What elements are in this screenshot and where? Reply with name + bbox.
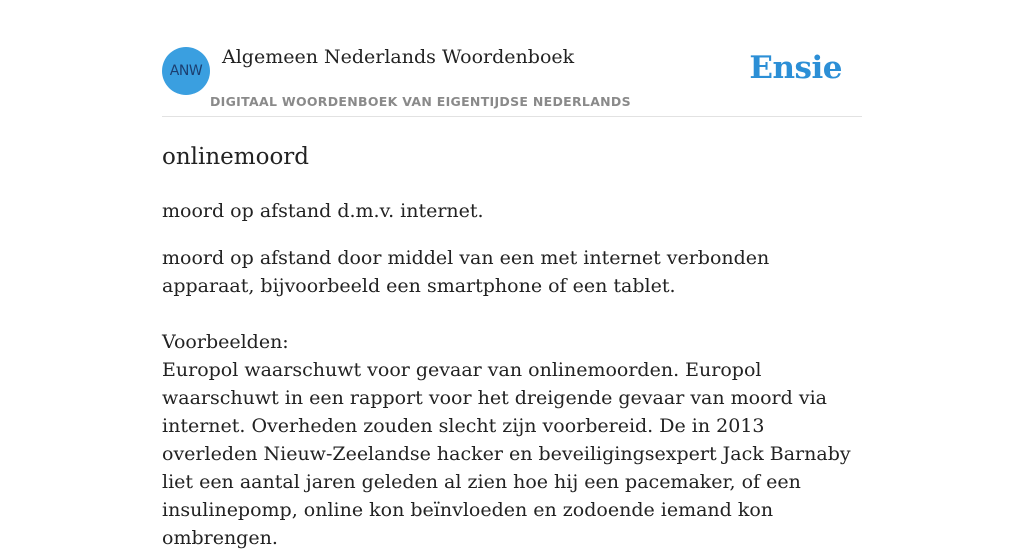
spacer bbox=[162, 300, 862, 328]
dictionary-title[interactable]: Algemeen Nederlands Woordenboek bbox=[222, 46, 575, 68]
entry-content bbox=[162, 117, 862, 552]
dictionary-subtitle: DIGITAAL WOORDENBOEK VAN EIGENTIJDSE NEDERLANDS bbox=[210, 94, 631, 109]
long-definition: moord op afstand door middel van een met internet verbonden apparaat, bijvoorbeeld een smartphone of een tablet. bbox=[162, 247, 770, 297]
page bbox=[162, 0, 862, 552]
header bbox=[162, 0, 862, 117]
logo-text: ANW bbox=[169, 63, 203, 79]
examples-label: Voorbeelden: bbox=[162, 331, 289, 353]
headword: onlinemoord bbox=[162, 144, 310, 170]
ensie-logo[interactable]: Ensie bbox=[749, 50, 842, 86]
anw-logo[interactable] bbox=[162, 47, 210, 95]
short-definition: moord op afstand d.m.v. internet. bbox=[162, 200, 484, 222]
example-text: Europol waarschuwt voor gevaar van onlinemoorden. Europol waarschuwt in een rapport voor het dreigende gevaar van moord via internet. Overheden zouden slecht zijn voorbereid. De in 2013 overleden Nieuw-Zeelandse hacker en beveiligingsexpert Jack Barnaby liet een aantal jaren geleden al zien hoe hij een pacemaker, of een insulinepomp, online kon beïnvloeden en zodoende iemand kon ombrengen. bbox=[162, 359, 851, 549]
